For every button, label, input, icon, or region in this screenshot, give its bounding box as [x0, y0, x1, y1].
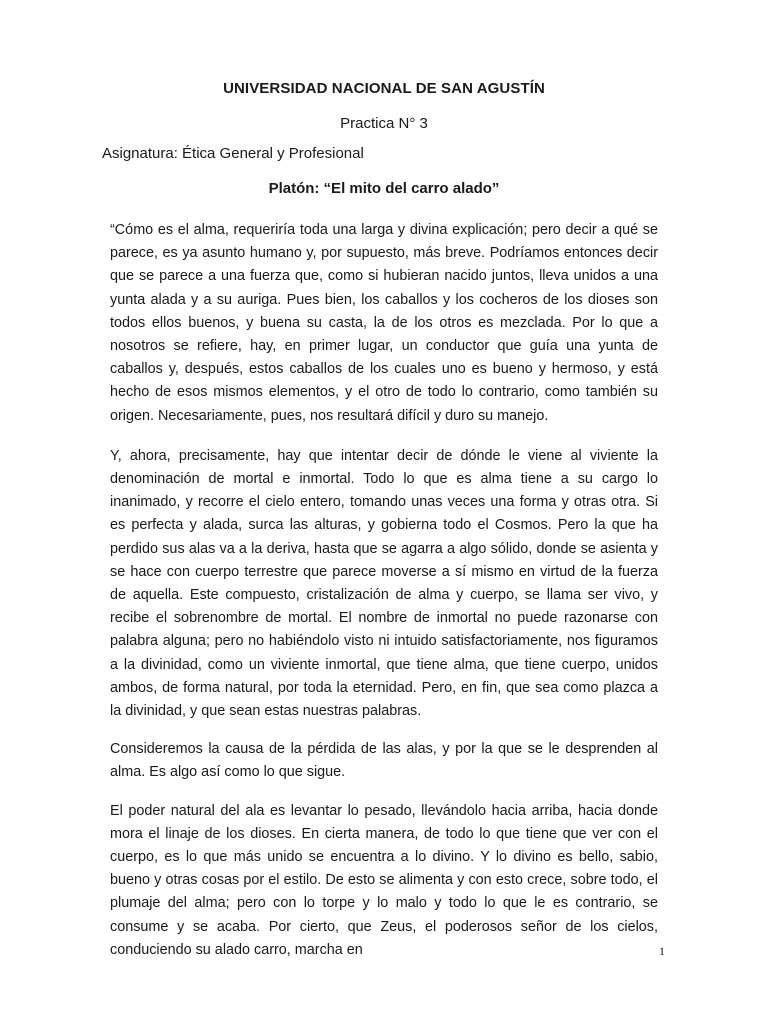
university-heading: UNIVERSIDAD NACIONAL DE SAN AGUSTÍN: [223, 80, 545, 97]
body-text: [110, 219, 658, 979]
paragraph-1: “Cómo es el alma, requeriría toda una larga y divina explicación; pero decir a qué se parece, es ya asunto humano y, por supuesto, más breve. Podríamos entonces decir que se parece a una fuerza que, como si hubieran nacido juntos, lleva unidos a una yunta alada y a su auriga. Pues bien, los caballos y los cocheros de los dioses son todos ellos buenos, y buena su casta, la de los otros es mezclada. Por lo que a nosotros se refiere, hay, en primer lugar, un conductor que guía una yunta de caballos y, después, estos caballos de los cuales uno es bueno y hermoso, y está hecho de esos mismos elementos, y el otro de todo lo contrario, como también su origen. Necesariamente, pues, nos resultará difícil y duro su manejo.: [110, 222, 658, 424]
page-number: 1: [659, 944, 665, 958]
paragraph-3: Consideremos la causa de la pérdida de las alas, y por la que se le desprenden al alma. Es algo así como lo que sigue.: [110, 741, 658, 781]
paragraph-2: Y, ahora, precisamente, hay que intentar decir de dónde le viene al viviente la denominación de mortal e inmortal. Todo lo que es alma tiene a su cargo lo inanimado, y recorre el cielo entero, tomando unas veces una forma y otras otra. Si es perfecta y alada, surca las alturas, y gobierna todo el Cosmos. Pero la que ha perdido sus alas va a la deriva, hasta que se agarra a algo sólido, donde se asienta y se hace con cuerpo terrestre que parece moverse a sí mismo en virtud de la fuerza de aquella. Este compuesto, cristalización de alma y cuerpo, se llama ser vivo, y recibe el sobrenombre de mortal. El nombre de inmortal no puede razonarse con palabra alguna; pero no habiéndolo visto ni intuido satisfactoriamente, nos figuramos a la divinidad, como un viviente inmortal, que tiene alma, que tiene cuerpo, unidos ambos, de forma natural, por toda la eternidad. Pero, en fin, que sea como plazca a la divinidad, y que sean estas nuestras palabras.: [110, 447, 658, 720]
document-title: Platón: “El mito del carro alado”: [268, 180, 500, 197]
paragraph-4: El poder natural del ala es levantar lo pesado, llevándolo hacia arriba, hacia donde mora el linaje de los dioses. En cierta manera, de todo lo que tiene que ver con el cuerpo, es lo que más unido se encuentra a lo divino. Y lo divino es bello, sabio, bueno y otras cosas por el estilo. De esto se alimenta y con esto crece, sobre todo, el plumaje del alma; pero con lo torpe y lo malo y todo lo que le es contrario, se consume y se acaba. Por cierto, que Zeus, el poderosos señor de los cielos, conduciendo su alado carro, marcha en: [110, 802, 658, 958]
practice-number: Practica N° 3: [340, 115, 428, 132]
subject-line: Asignatura: Ética General y Profesional: [102, 145, 364, 162]
